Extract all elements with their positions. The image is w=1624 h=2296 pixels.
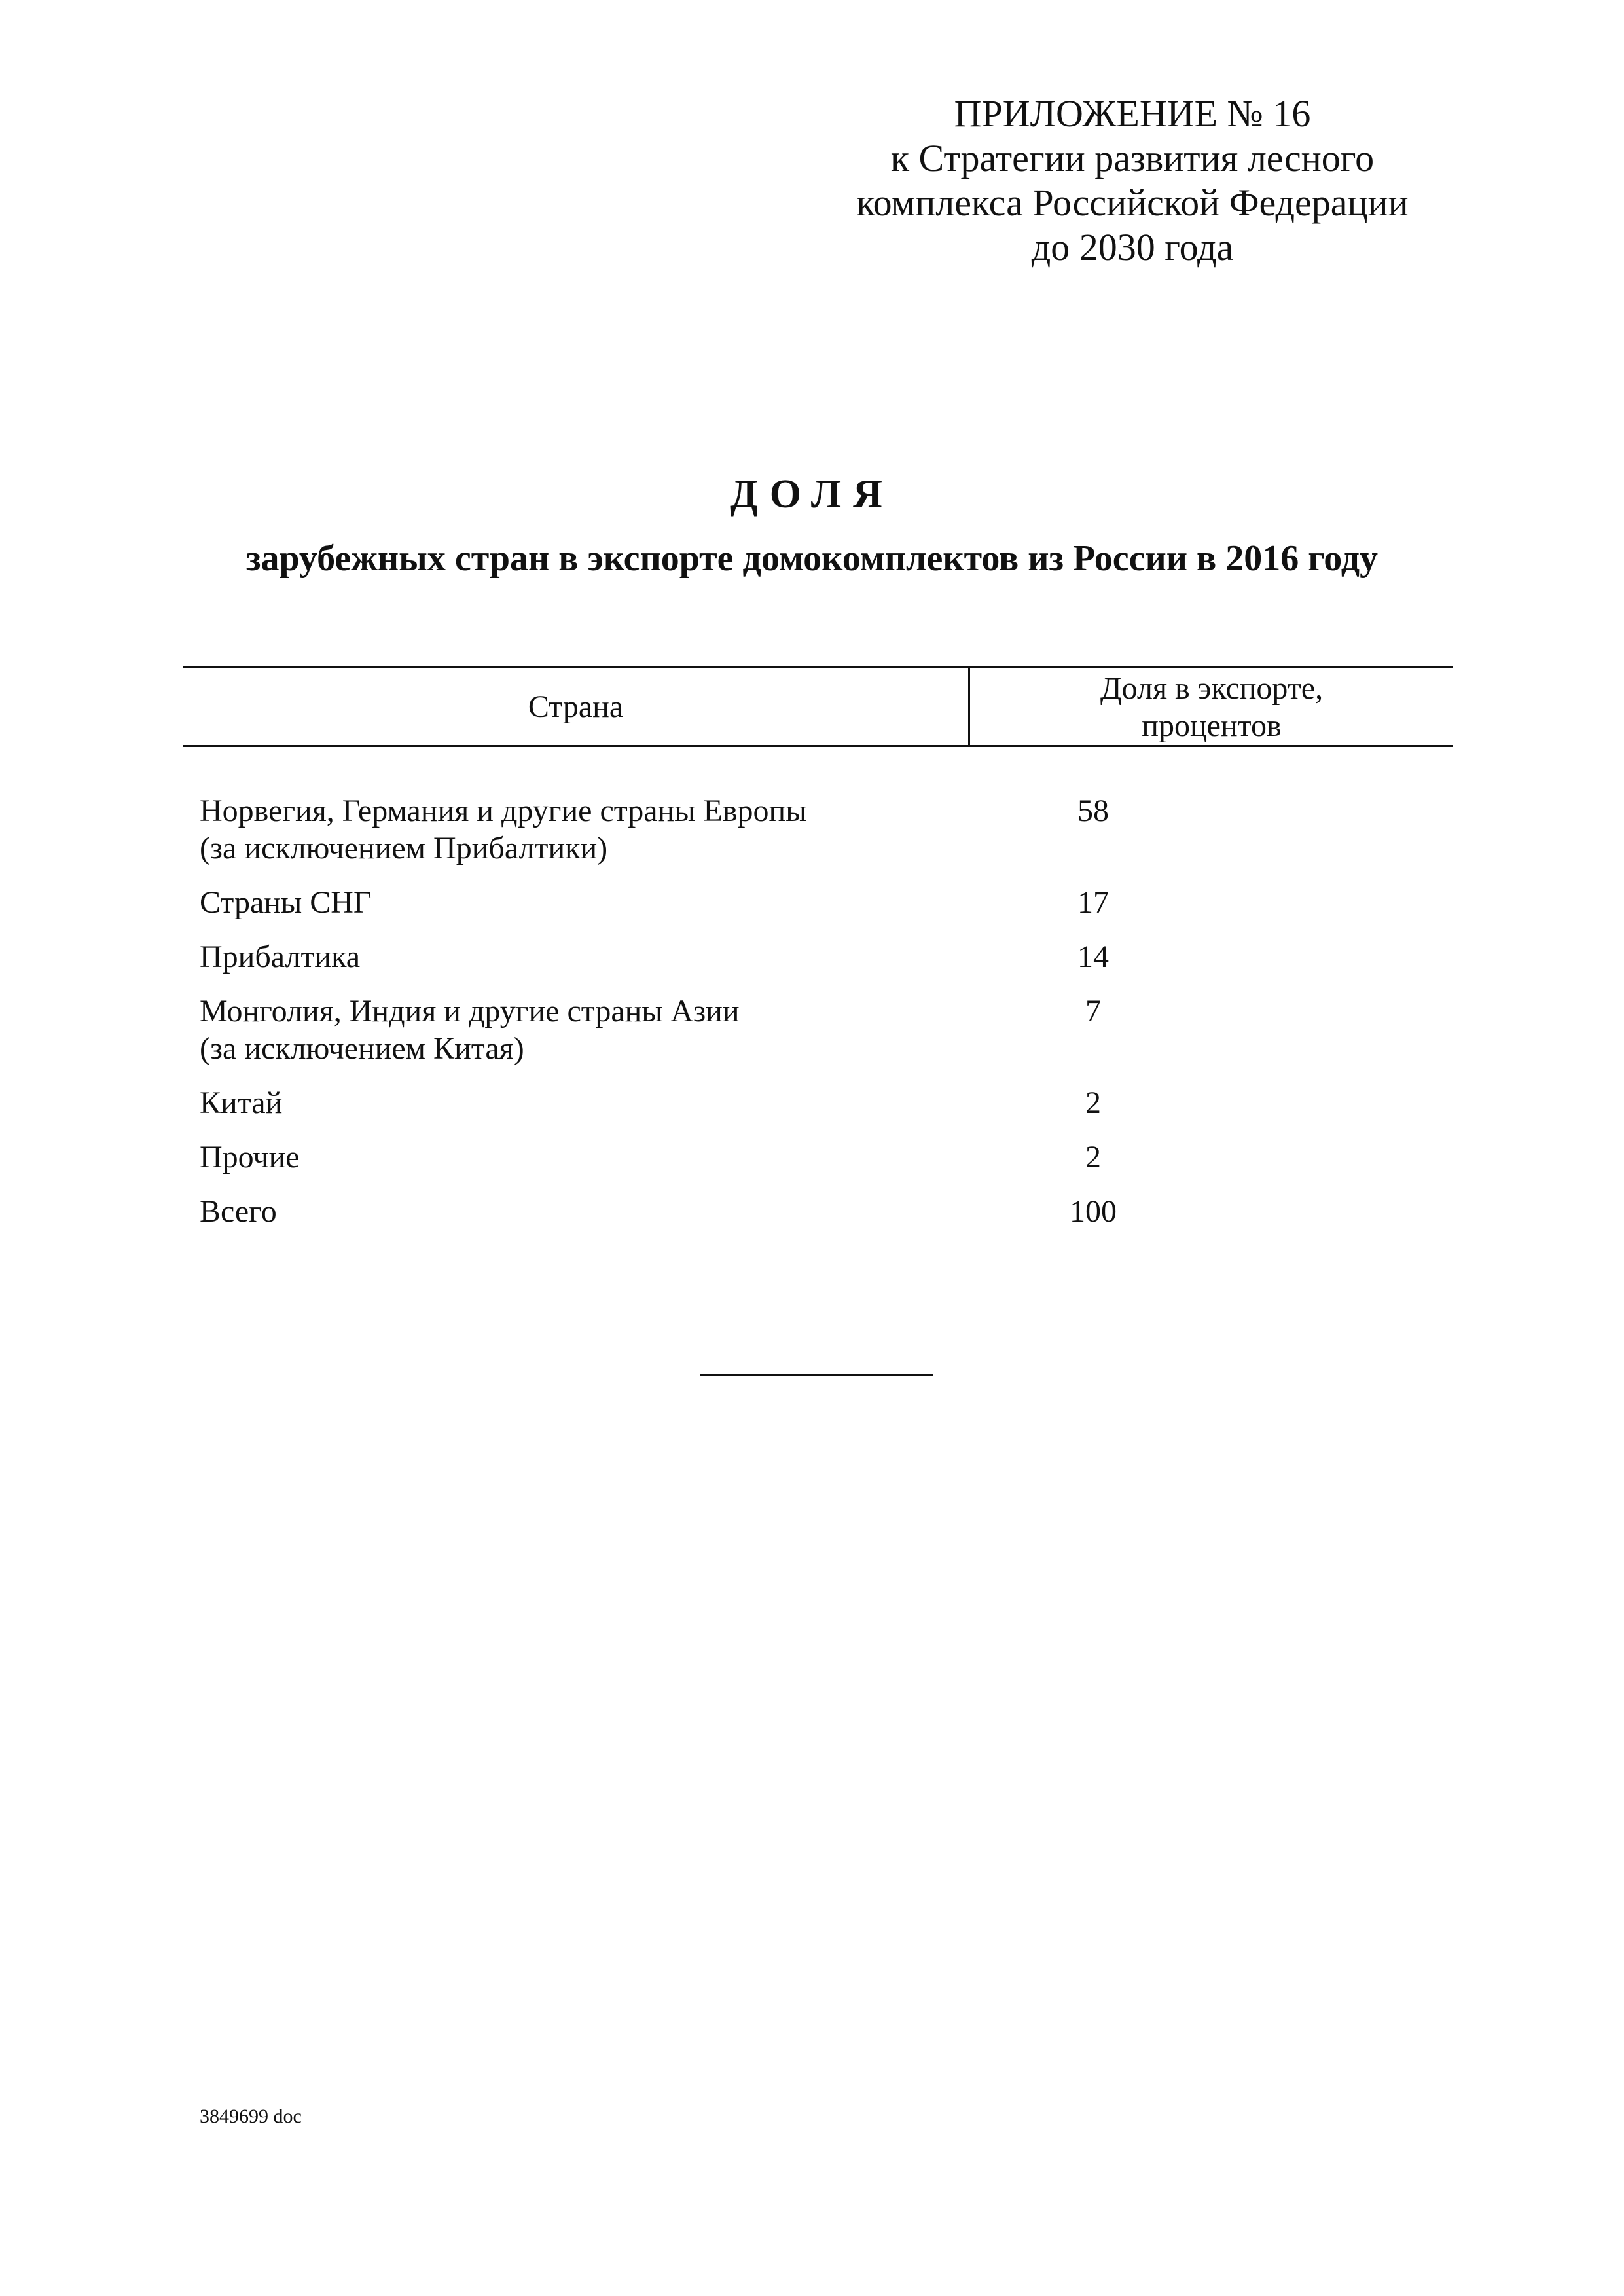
row-share: 100 [1070, 1194, 1117, 1229]
row-country: Китай [200, 1085, 283, 1120]
table-row [200, 792, 1453, 867]
row-country: Всего [200, 1194, 277, 1229]
row-share: 2 [1085, 1085, 1101, 1120]
appendix-reference-line-3: до 2030 года [1031, 226, 1234, 268]
row-share: 7 [1085, 994, 1101, 1029]
document-subtitle: зарубежных стран в экспорте домокомплектов из России в 2016 году [245, 538, 1379, 579]
column-header-share-text: Доля в экспорте, процентов [1100, 670, 1324, 743]
table-row-total [200, 1193, 1453, 1230]
row-share: 14 [1077, 939, 1109, 974]
table-header [183, 666, 1453, 747]
appendix-number: ПРИЛОЖЕНИЕ № 16 [954, 92, 1311, 135]
row-share: 2 [1085, 1140, 1101, 1175]
table-row [200, 1139, 1453, 1176]
column-header-country: Страна [528, 689, 624, 724]
row-country: Норвегия, Германия и другие страны Европы (за исключением Прибалтики) [200, 793, 807, 866]
document-id: 3849699 doc [200, 2105, 302, 2127]
row-country: Прибалтика [200, 939, 361, 974]
row-share: 58 [1077, 793, 1109, 828]
column-header-share [970, 668, 1453, 745]
document-title: ДОЛЯ [730, 472, 894, 517]
end-of-document-line [700, 1374, 933, 1376]
table-body [200, 792, 1453, 1247]
appendix-reference-line-1: к Стратегии развития лесного [890, 137, 1375, 179]
table-row [200, 993, 1453, 1067]
appendix-header [713, 92, 1551, 270]
table-row [200, 938, 1453, 975]
row-country: Монголия, Индия и другие страны Азии (за исключением Китая) [200, 994, 740, 1066]
row-country: Прочие [200, 1140, 300, 1175]
row-country: Страны СНГ [200, 885, 372, 920]
table-row [200, 884, 1453, 921]
row-share: 17 [1077, 885, 1109, 920]
appendix-reference-line-2: комплекса Российской Федерации [856, 181, 1409, 224]
table-row [200, 1084, 1453, 1121]
